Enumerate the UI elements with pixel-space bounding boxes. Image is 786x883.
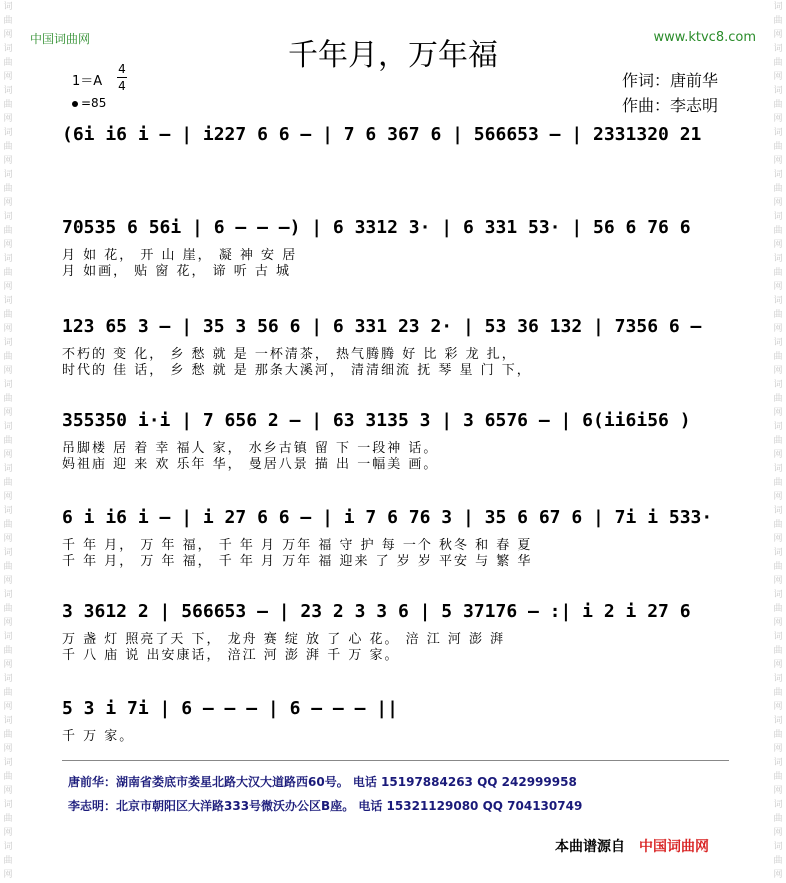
lyric-row-7-verse-1: 千 万 家。 [62,729,135,744]
beat-top: 4 [118,62,126,76]
lyric-row-6-verse-2: 千 八 庙 说 出安康话， 涪江 河 澎 湃 千 万 家。 [62,648,400,663]
source-brand-link[interactable]: 中国词曲网 [639,839,709,855]
lyric-row-6-verse-1: 万 盏 灯 照亮了天 下， 龙舟 赛 绽 放 了 心 花。 涪 江 河 澎 湃 [62,632,506,647]
lyric-row-3-verse-1: 不朽的 变 化， 乡 愁 就 是 一杯清茶， 热气腾腾 好 比 彩 龙 扎， [62,347,517,362]
divider [62,760,729,761]
composer-credit: 作曲：李志明 [622,96,719,115]
beat-bottom: 4 [118,79,126,93]
lyric-row-4-verse-1: 吊脚楼 居 着 幸 福人 家， 水乡古镇 留 下 一段神 话。 [62,441,439,456]
lyric-row-3-verse-2: 时代的 佳 话， 乡 愁 就 是 那条大溪河， 清清细流 抚 琴 星 门 下， [62,363,532,378]
quarter-note-icon [72,101,78,107]
song-title: 千年月，万年福 [288,38,498,73]
staff-row-7: 5 3 i 7i | 6 – – – | 6 – – – || [62,698,398,719]
lyricist-credit: 作词：唐前华 [622,71,719,90]
contact-composer: 李志明：北京市朝阳区大洋路333号微沃办公区B座。 电话 15321129080 QQ 704130749 [68,799,583,813]
source-label: 本曲谱源自 [555,839,625,855]
source-note [555,836,709,856]
staff-row-3: 123 65 3 – | 35 3 56 6 | 6 331 23 2· | 53 36 132 | 7356 6 – [62,316,702,337]
time-signature [117,62,127,93]
lyric-row-2-verse-2: 月 如画， 贴 窗 花， 谛 听 古 城 [62,264,292,279]
contact-lyricist: 唐前华：湖南省娄底市娄星北路大汉大道路西60号。 电话 15197884263 QQ 242999958 [68,775,577,789]
watermark-left: 词曲网词曲网词曲网词曲网词曲网词曲网词曲网词曲网词曲网词曲网词曲网词曲网词曲网词曲网词曲网词曲网词曲网词曲网词曲网词曲网词曲网 [3,2,13,880]
lyric-row-4-verse-2: 妈祖庙 迎 来 欢 乐年 华， 曼居八景 描 出 一幅美 画。 [62,457,439,472]
site-name-left[interactable]: 中国词曲网 [30,32,91,46]
staff-row-1: (6i i6 i – | i227 6 6 – | 7 6 367 6 | 566653 – | 2331320 21 [62,124,702,145]
tempo-mark: =85 [72,96,106,110]
lyric-row-5-verse-1: 千 年 月， 万 年 福， 千 年 月 万年 福 守 护 每 一个 秋冬 和 春 夏 [62,538,533,553]
staff-row-6: 3 3612 2 | 566653 – | 23 2 3 3 6 | 5 37176 – :| i 2 i 27 6 [62,601,691,622]
lyric-row-5-verse-2: 千 年 月， 万 年 福， 千 年 月 万年 福 迎来 了 岁 岁 平安 与 繁 华 [62,554,533,569]
lyric-row-2-verse-1: 月 如 花， 开 山 崖， 凝 神 安 居 [62,248,298,263]
watermark-right: 词曲网词曲网词曲网词曲网词曲网词曲网词曲网词曲网词曲网词曲网词曲网词曲网词曲网词曲网词曲网词曲网词曲网词曲网词曲网词曲网词曲网 [773,2,783,880]
site-url-right[interactable]: www.ktvc8.com [653,30,756,45]
staff-row-4: 355350 i·i | 7 656 2 – | 63 3135 3 | 3 6576 – | 6(ii6i56 ) [62,410,691,431]
key-signature: 1＝A [72,74,103,89]
staff-row-2: 70535 6 56i | 6 – – –) | 6 3312 3· | 6 331 53· | 56 6 76 6 [62,217,691,238]
staff-row-5: 6 i i6 i – | i 27 6 6 – | i 7 6 76 3 | 35 6 67 6 | 7i i 533· [62,507,713,528]
